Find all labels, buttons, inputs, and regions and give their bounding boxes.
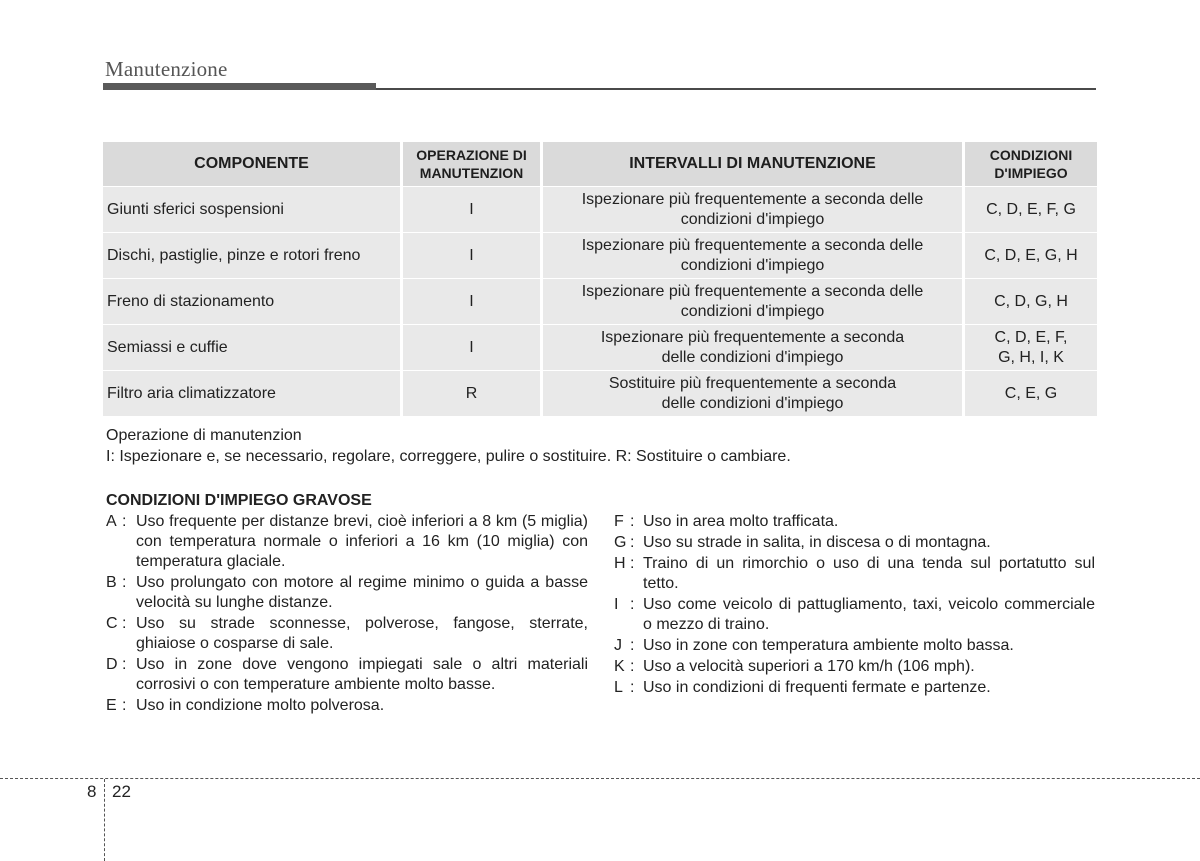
legend-title: Operazione di manutenzion <box>106 427 302 444</box>
footer-divider <box>0 778 1200 779</box>
condition-letter: K <box>614 658 625 675</box>
interval-cell: Ispezionare più frequentemente a seconda delle condizioni d'impiego <box>543 187 962 232</box>
operation-cell: R <box>403 371 540 416</box>
conditions-cell: C, E, G <box>965 371 1097 416</box>
interval-cell: Ispezionare più frequentemente a seconda delle condizioni d'impiego <box>543 325 962 370</box>
severe-conditions-title: CONDIZIONI D'IMPIEGO GRAVOSE <box>106 492 372 509</box>
component-cell: Giunti sferici sospensioni <box>103 187 400 232</box>
footer-vertical-divider <box>104 779 105 861</box>
condition-separator: : <box>122 697 127 714</box>
condition-text: Uso in zone con temperatura ambiente molto bassa. <box>643 637 1014 654</box>
conditions-cell: C, D, E, G, H <box>965 233 1097 278</box>
condition-item <box>614 533 1095 553</box>
component-cell: Filtro aria climatizzatore <box>103 371 400 416</box>
condition-item <box>106 696 588 716</box>
condition-separator: : <box>630 513 635 530</box>
severe-conditions-left-column <box>106 512 588 717</box>
condition-text: Uso su strade sconnesse, polverose, fangose, sterrate, ghiaiose o cosparse di sale. <box>136 615 588 652</box>
condition-text: Uso frequente per distanze brevi, cioè inferiori a 8 km (5 miglia) con temperatura normale o inferiori a 16 km (10 miglia) con temperatura glaciale. <box>136 513 588 570</box>
column-header-component: COMPONENTE <box>103 142 400 186</box>
condition-letter: L <box>614 679 623 696</box>
condition-letter: E <box>106 697 117 714</box>
header-rule-accent <box>103 83 376 90</box>
condition-separator: : <box>630 679 635 696</box>
condition-letter: H <box>614 555 626 572</box>
operation-cell: I <box>403 279 540 324</box>
operation-cell: I <box>403 187 540 232</box>
condition-letter: A <box>106 513 117 530</box>
condition-item <box>614 595 1095 635</box>
legend-text: I: Ispezionare e, se necessario, regolare, correggere, pulire o sostituire. R: Sostituire o cambiare. <box>106 448 791 465</box>
condition-text: Uso in zone dove vengono impiegati sale o altri materiali corrosivi o con temperature ambiente molto basse. <box>136 656 588 693</box>
condition-separator: : <box>630 658 635 675</box>
condition-text: Uso a velocità superiori a 170 km/h (106 mph). <box>643 658 975 675</box>
condition-separator: : <box>630 534 635 551</box>
component-cell: Semiassi e cuffie <box>103 325 400 370</box>
condition-letter: J <box>614 637 622 654</box>
component-cell: Dischi, pastiglie, pinze e rotori freno <box>103 233 400 278</box>
operation-cell: I <box>403 233 540 278</box>
condition-item <box>614 678 1095 698</box>
condition-item <box>614 512 1095 532</box>
condition-item <box>106 614 588 654</box>
condition-separator: : <box>122 513 127 530</box>
operation-cell: I <box>403 325 540 370</box>
conditions-cell: C, D, E, F, G <box>965 187 1097 232</box>
condition-item <box>106 655 588 695</box>
header-rule <box>376 88 1096 90</box>
condition-text: Uso su strade in salita, in discesa o di montagna. <box>643 534 991 551</box>
interval-cell: Ispezionare più frequentemente a seconda delle condizioni d'impiego <box>543 233 962 278</box>
maintenance-table <box>103 142 1097 416</box>
condition-letter: C <box>106 615 118 632</box>
condition-item <box>106 512 588 572</box>
condition-text: Uso prolungato con motore al regime minimo o guida a basse velocità su lunghe distanze. <box>136 574 588 611</box>
condition-letter: B <box>106 574 117 591</box>
condition-separator: : <box>630 637 635 654</box>
condition-separator: : <box>630 596 635 613</box>
condition-letter: I <box>614 596 619 613</box>
conditions-cell: C, D, G, H <box>965 279 1097 324</box>
condition-item <box>614 554 1095 594</box>
condition-text: Uso come veicolo di pattugliamento, taxi, veicolo commerciale o mezzo di traino. <box>643 596 1095 633</box>
condition-item <box>106 573 588 613</box>
condition-text: Uso in condizioni di frequenti fermate e partenze. <box>643 679 991 696</box>
chapter-number: 8 <box>87 782 97 801</box>
condition-letter: D <box>106 656 118 673</box>
condition-letter: G <box>614 534 627 551</box>
conditions-cell: C, D, E, F, G, H, I, K <box>965 325 1097 370</box>
interval-cell: Sostituire più frequentemente a seconda delle condizioni d'impiego <box>543 371 962 416</box>
condition-separator: : <box>630 555 635 572</box>
condition-separator: : <box>122 574 127 591</box>
condition-separator: : <box>122 615 127 632</box>
condition-separator: : <box>122 656 127 673</box>
column-header-conditions: CONDIZIONI D'IMPIEGO <box>965 142 1097 186</box>
component-cell: Freno di stazionamento <box>103 279 400 324</box>
condition-text: Uso in area molto trafficata. <box>643 513 839 530</box>
condition-text: Uso in condizione molto polverosa. <box>136 697 385 714</box>
interval-cell: Ispezionare più frequentemente a seconda delle condizioni d'impiego <box>543 279 962 324</box>
column-header-interval: INTERVALLI DI MANUTENZIONE <box>543 142 962 186</box>
condition-item <box>614 657 1095 677</box>
section-title: Manutenzione <box>105 57 228 81</box>
severe-conditions-right-column <box>614 512 1095 699</box>
condition-item <box>614 636 1095 656</box>
condition-text: Traino di un rimorchio o uso di una tenda sul portatutto sul tetto. <box>643 555 1095 592</box>
condition-letter: F <box>614 513 624 530</box>
operation-legend <box>106 425 1096 467</box>
column-header-operation: OPERAZIONE DI MANUTENZION <box>403 142 540 186</box>
page-number: 22 <box>112 782 131 801</box>
